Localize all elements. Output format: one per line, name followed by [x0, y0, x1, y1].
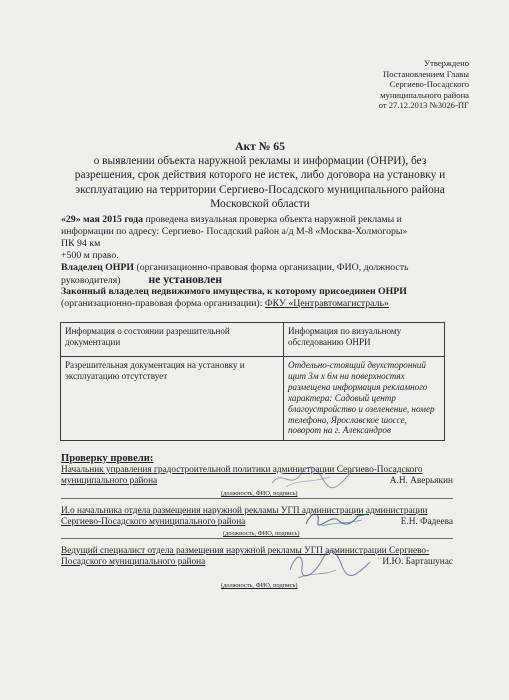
approval-stamp: [309, 58, 469, 111]
divider: [61, 498, 453, 499]
table-cell: Разрешительная документация на установку и эксплуатацию отсутствует: [61, 357, 284, 441]
table-header-row: [61, 323, 445, 357]
signatory-position: Посадского муниципального района: [61, 557, 206, 568]
legal-owner-label: Законный владелец недвижимого имущества, к которому присоединен ОНРИ: [61, 286, 407, 298]
approval-line: от 27.12.2013 №3026-ПГ: [378, 100, 469, 111]
signatory-name: Е.Н. Фадеева: [400, 517, 453, 527]
inspection-text: +500 м право.: [61, 249, 119, 261]
approval-line: Утверждено: [424, 58, 469, 68]
approval-line: Постановлением Главы: [382, 68, 469, 79]
signatory-name: И.Ю. Барташунас: [382, 557, 453, 567]
table-header-cell: Информация о состоянии разрешительной документации: [61, 323, 284, 357]
act-body: [61, 214, 415, 310]
title-line: Московской области: [210, 197, 310, 210]
approval-line: Сергиево-Посадского: [389, 79, 469, 90]
legal-owner-paragraph: [61, 286, 415, 310]
act-number: Акт № 65: [235, 140, 285, 153]
legal-owner-hint: (организационно-правовая форма организации):: [61, 298, 265, 310]
owner-hint: руководителя): [61, 274, 121, 286]
signature-1: [268, 463, 356, 493]
signatory-position: Начальник управления градостроительной политики администрации Сергиево-Посадского: [61, 465, 423, 475]
signature-2: [302, 508, 372, 530]
signatory-block: [61, 506, 453, 537]
table-header-cell: Информация по визуальному обследованию ОНРИ: [284, 323, 445, 357]
signatory-block: [61, 465, 453, 497]
signatory-position: И.о начальника отдела размещения наружной рекламы УГП администрации администрации: [61, 506, 428, 516]
info-table: [60, 322, 445, 441]
title-line: о выявлении объекта наружной рекламы и информации (ОНРИ), без: [93, 155, 427, 168]
approval-line: муниципального района: [380, 89, 469, 100]
owner-paragraph: [61, 262, 415, 287]
signature-caption: (должность, ФИО, подпись): [221, 582, 298, 589]
signatory-position: Ведущий специалист отдела размещения наружной рекламы УГП администрации Сергиево-: [61, 546, 430, 556]
signatory-position: Сергиево-Посадского муниципального района: [61, 517, 246, 528]
signatory-name: А.Н. Аверьякин: [389, 476, 453, 486]
signature-caption: (должность, ФИО, подпись): [221, 490, 298, 497]
signatory-position: муниципального района: [61, 476, 158, 487]
title-line: разрешения, срок действия которого не истек, либо договора на установку и: [74, 169, 446, 182]
document-title: [60, 140, 460, 211]
table-cell: Отдельно-стоящий двухсторонний щит 3м х 6м на поверхностях размещена информация рекламного характера: Садовый центр благоустройство и озеленение, номер телефона, Ярославское шоссе, поворот на г. Александров: [284, 357, 445, 441]
owner-value: не установлен: [148, 272, 223, 286]
table-row: [61, 357, 445, 441]
owner-hint: (организационно-правовая форма организации, ФИО, должность: [134, 261, 409, 273]
divider: [61, 538, 453, 539]
inspection-paragraph: [61, 214, 415, 262]
owner-label: Владелец ОНРИ: [61, 261, 135, 273]
checked-by-heading: Проверку провели:: [61, 453, 154, 464]
signatory-block: [61, 546, 453, 589]
inspection-date: «29» мая 2015 года: [61, 214, 144, 225]
title-line: эксплуатацию на территории Сергиево-Посадского муниципального района: [75, 183, 445, 196]
signature-caption: (должность, ФИО, подпись): [223, 530, 300, 537]
inspection-text: проведена визуальная проверка объекта наружной рекламы и: [143, 214, 402, 225]
signature-3: [284, 546, 374, 586]
legal-owner-value: ФКУ «Центравтомагистраль»: [264, 298, 389, 310]
inspection-text: информации по адресу: Сергиево- Посадский район а/д М-8 «Москва-Холмогоры» ПК 94 км: [61, 225, 408, 249]
